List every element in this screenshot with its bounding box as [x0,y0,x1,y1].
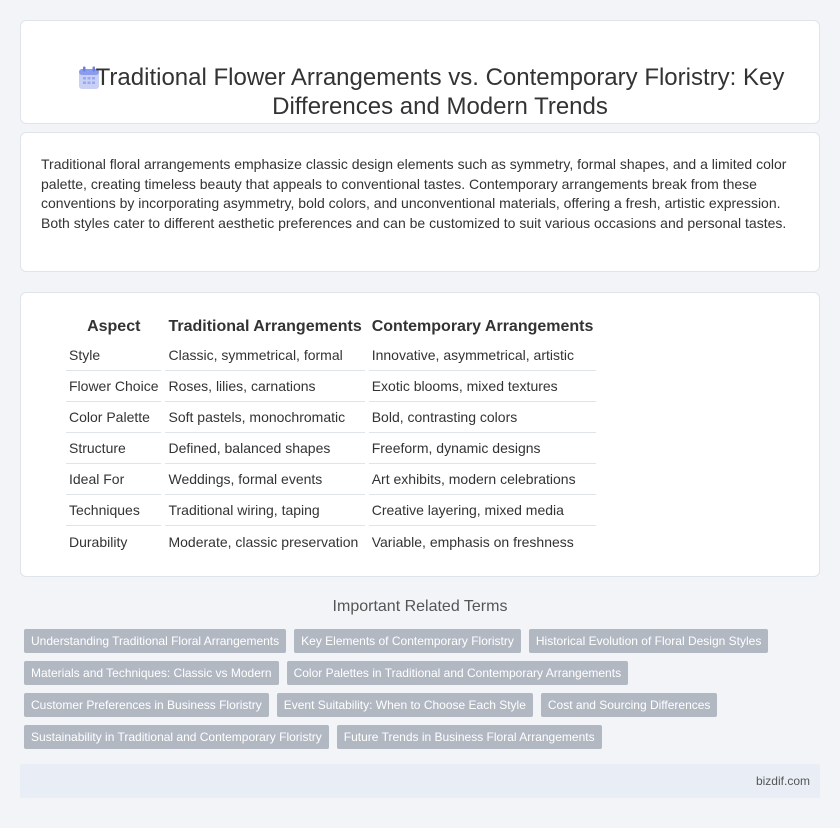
table-row [66,526,596,557]
related-term-link[interactable]: Understanding Traditional Floral Arrangements [24,629,286,653]
table-row [66,495,596,526]
table-cell: Color Palette [66,402,161,433]
summary-text: Traditional floral arrangements emphasize classic design elements such as symmetry, formal shapes, and a limited color palette, creating timeless beauty that appeals to conventional tastes. Contemporary arrangements break from these conventions by incorporating asymmetry, bold colors, and unconventional materials, offering a fresh, artistic expression. Both styles cater to different aesthetic preferences and can be customized to suit various occasions and personal tastes. [41,156,787,231]
table-cell: Weddings, formal events [165,464,364,495]
table-cell: Style [66,340,161,371]
comparison-table [62,315,600,557]
related-term-link[interactable]: Future Trends in Business Floral Arrangements [337,725,602,749]
table-row [66,371,596,402]
table-cell: Defined, balanced shapes [165,433,364,464]
table-cell: Variable, emphasis on freshness [371,533,574,550]
table-cell: Techniques [66,495,161,526]
related-term-link[interactable]: Historical Evolution of Floral Design Styles [529,629,768,653]
table-cell: Classic, symmetrical, formal [165,340,364,371]
table-cell: Exotic blooms, mixed textures [369,371,597,402]
table-cell: Bold, contrasting colors [369,402,597,433]
related-term-link[interactable]: Color Palettes in Traditional and Contemporary Arrangements [287,661,629,685]
table-cell: Durability [69,533,128,550]
table-cell: Flower Choice [66,371,161,402]
table-cell: Creative layering, mixed media [369,495,597,526]
table-header-row [66,315,596,340]
related-term-link[interactable]: Materials and Techniques: Classic vs Modern [24,661,279,685]
table-cell: Freeform, dynamic designs [369,433,597,464]
header-card [20,20,820,124]
related-term-link[interactable]: Key Elements of Contemporary Floristry [294,629,521,653]
table-row [66,464,596,495]
table-cell: Innovative, asymmetrical, artistic [369,340,597,371]
summary-card [20,132,820,272]
column-header: Traditional Arrangements [168,317,362,335]
column-header: Contemporary Arrangements [371,317,594,335]
related-terms-heading: Important Related Terms [332,598,508,615]
related-term-link[interactable]: Sustainability in Traditional and Contemporary Floristry [24,725,329,749]
table-cell: Traditional wiring, taping [165,495,364,526]
table-cell: Art exhibits, modern celebrations [369,464,597,495]
related-term-link[interactable]: Cost and Sourcing Differences [541,693,718,717]
comparison-table-card [20,292,820,577]
related-term-link[interactable]: Customer Preferences in Business Floristry [24,693,269,717]
table-row [66,402,596,433]
related-term-link[interactable]: Event Suitability: When to Choose Each Style [277,693,533,717]
table-cell: Roses, lilies, carnations [165,371,364,402]
table-cell: Structure [66,433,161,464]
table-row [66,433,596,464]
table-cell: Moderate, classic preservation [168,533,359,550]
page-title: Traditional Flower Arrangements vs. Contemporary Floristry: Key Differences and Modern Trends [95,64,785,120]
table-cell: Soft pastels, monochromatic [165,402,364,433]
table-row [66,340,596,371]
table-cell: Ideal For [66,464,161,495]
column-header: Aspect [87,317,141,335]
footer [20,764,820,798]
related-terms-list [24,629,804,749]
footer-site-name: bizdif.com [755,774,810,788]
